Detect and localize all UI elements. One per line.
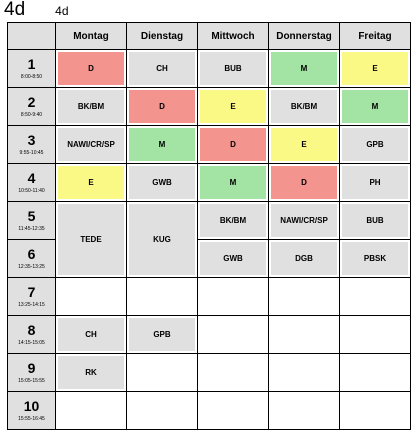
corner-cell xyxy=(8,23,56,50)
lesson-cell[interactable]: BK/BM xyxy=(271,90,337,123)
empty-cell[interactable] xyxy=(200,394,266,427)
day-header-tuesday: Dienstag xyxy=(127,23,198,50)
lesson-cell[interactable]: DGB xyxy=(271,242,337,275)
period-row-4 xyxy=(8,164,411,202)
period-time: 11:45-12:35 xyxy=(18,226,45,232)
lesson-cell-double[interactable]: TEDE xyxy=(58,204,124,275)
empty-cell[interactable] xyxy=(271,394,337,427)
empty-cell[interactable] xyxy=(200,280,266,313)
lesson-cell[interactable]: NAWI/CR/SP xyxy=(58,128,124,161)
period-row-3 xyxy=(8,126,411,164)
period-label-7 xyxy=(8,278,56,316)
period-time: 13:25-14:15 xyxy=(18,302,45,308)
empty-cell[interactable] xyxy=(342,394,408,427)
period-time: 12:35-13:25 xyxy=(18,264,45,270)
period-row-7 xyxy=(8,278,411,316)
empty-cell[interactable] xyxy=(271,318,337,351)
lesson-cell[interactable]: E xyxy=(342,52,408,85)
empty-cell[interactable] xyxy=(129,394,195,427)
lesson-cell[interactable]: M xyxy=(200,166,266,199)
period-label-5 xyxy=(8,202,56,240)
lesson-cell[interactable]: M xyxy=(129,128,195,161)
lesson-cell[interactable]: D xyxy=(200,128,266,161)
period-time: 10:50-11:40 xyxy=(18,188,45,194)
empty-cell[interactable] xyxy=(58,280,124,313)
lesson-cell[interactable]: D xyxy=(129,90,195,123)
empty-cell[interactable] xyxy=(129,356,195,389)
period-label-4 xyxy=(8,164,56,202)
period-number: 5 xyxy=(27,208,36,224)
lesson-cell[interactable]: CH xyxy=(129,52,195,85)
empty-cell[interactable] xyxy=(58,394,124,427)
lesson-cell[interactable]: M xyxy=(342,90,408,123)
lesson-cell[interactable]: GPB xyxy=(129,318,195,351)
class-subtitle: 4d xyxy=(55,4,69,18)
lesson-cell[interactable]: E xyxy=(271,128,337,161)
lesson-cell[interactable]: M xyxy=(271,52,337,85)
day-header-monday: Montag xyxy=(56,23,127,50)
period-number: 9 xyxy=(27,360,36,376)
empty-cell[interactable] xyxy=(342,356,408,389)
period-row-2 xyxy=(8,88,411,126)
period-label-2 xyxy=(8,88,56,126)
period-time: 9:55-10:45 xyxy=(19,150,44,156)
lesson-cell[interactable]: PBSK xyxy=(342,242,408,275)
period-time: 14:15-15:05 xyxy=(18,340,45,346)
day-header-wednesday: Mittwoch xyxy=(198,23,269,50)
period-row-9 xyxy=(8,354,411,392)
period-row-10 xyxy=(8,392,411,430)
period-number: 1 xyxy=(27,56,36,72)
class-title: 4d xyxy=(4,0,26,20)
empty-cell[interactable] xyxy=(200,318,266,351)
period-label-1 xyxy=(8,50,56,88)
period-number: 10 xyxy=(23,398,40,414)
period-number: 3 xyxy=(27,132,36,148)
period-row-1 xyxy=(8,50,411,88)
period-time: 15:55-16:45 xyxy=(18,416,45,422)
timetable-grid xyxy=(7,22,411,430)
period-time: 8:50-9:40 xyxy=(20,112,43,118)
lesson-cell[interactable]: BK/BM xyxy=(200,204,266,237)
lesson-cell[interactable]: CH xyxy=(58,318,124,351)
period-number: 4 xyxy=(27,170,36,186)
period-label-6 xyxy=(8,240,56,278)
lesson-cell[interactable]: E xyxy=(58,166,124,199)
lesson-cell[interactable]: BK/BM xyxy=(58,90,124,123)
period-time: 8:00-8:50 xyxy=(20,74,43,80)
lesson-cell[interactable]: GPB xyxy=(342,128,408,161)
header xyxy=(4,0,69,20)
period-number: 7 xyxy=(27,284,36,300)
period-label-3 xyxy=(8,126,56,164)
lesson-cell[interactable]: BUB xyxy=(200,52,266,85)
day-header-friday: Freitag xyxy=(340,23,411,50)
empty-cell[interactable] xyxy=(271,280,337,313)
empty-cell[interactable] xyxy=(342,318,408,351)
empty-cell[interactable] xyxy=(129,280,195,313)
period-label-10 xyxy=(8,392,56,430)
period-number: 2 xyxy=(27,94,36,110)
lesson-cell[interactable]: GWB xyxy=(129,166,195,199)
day-header-thursday: Donnerstag xyxy=(269,23,340,50)
period-time: 15:05-15:55 xyxy=(18,378,45,384)
lesson-cell[interactable]: E xyxy=(200,90,266,123)
empty-cell[interactable] xyxy=(271,356,337,389)
period-number: 8 xyxy=(27,322,36,338)
period-label-9 xyxy=(8,354,56,392)
lesson-cell[interactable]: NAWI/CR/SP xyxy=(271,204,337,237)
lesson-cell[interactable]: D xyxy=(58,52,124,85)
lesson-cell[interactable]: RK xyxy=(58,356,124,389)
empty-cell[interactable] xyxy=(342,280,408,313)
day-header-row xyxy=(8,23,411,50)
period-label-8 xyxy=(8,316,56,354)
empty-cell[interactable] xyxy=(200,356,266,389)
lesson-cell-double[interactable]: KUG xyxy=(129,204,195,275)
period-number: 6 xyxy=(27,246,36,262)
period-row-8 xyxy=(8,316,411,354)
lesson-cell[interactable]: BUB xyxy=(342,204,408,237)
lesson-cell[interactable]: PH xyxy=(342,166,408,199)
lesson-cell[interactable]: D xyxy=(271,166,337,199)
period-row-5 xyxy=(8,202,411,240)
lesson-cell[interactable]: GWB xyxy=(200,242,266,275)
